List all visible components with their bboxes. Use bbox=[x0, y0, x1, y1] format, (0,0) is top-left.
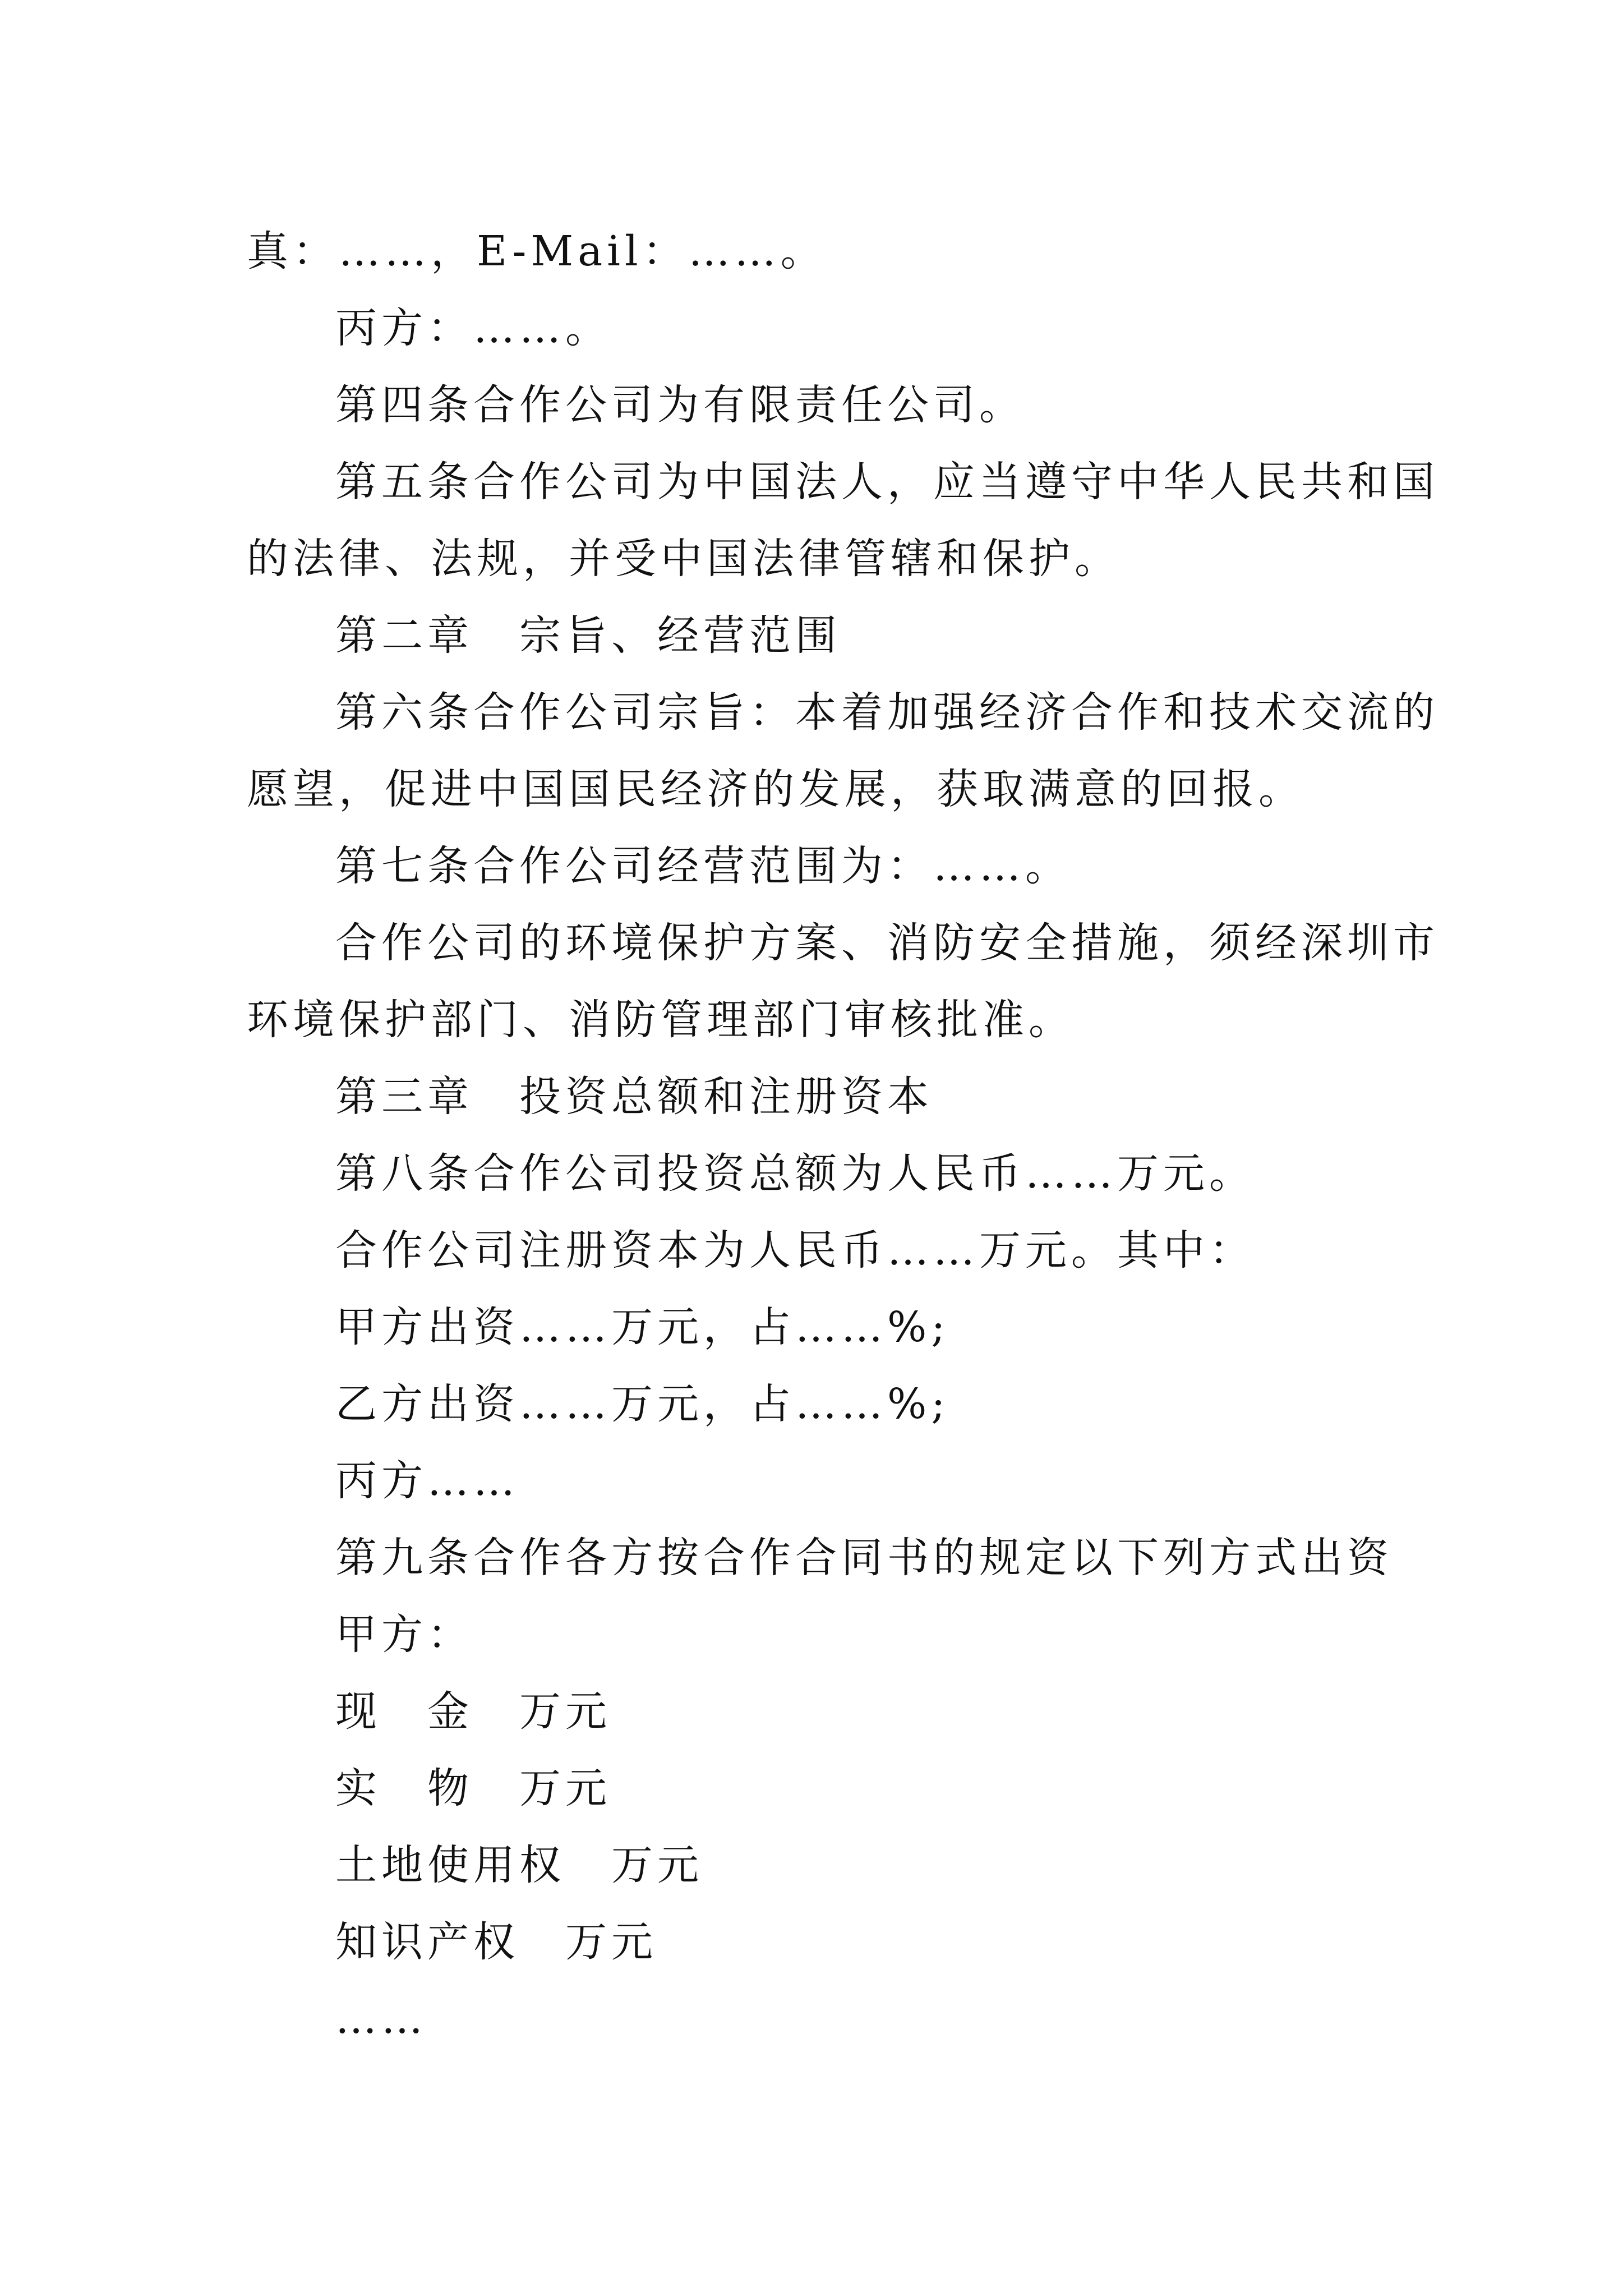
ellipsis-line: …… bbox=[335, 1995, 427, 2043]
article-4: 第四条合作公司为有限责任公司。 bbox=[335, 381, 1025, 429]
article-8: 第八条合作公司投资总额为人民币……万元。 bbox=[335, 1149, 1255, 1198]
intellectual-property-item: 知识产权 万元 bbox=[335, 1918, 657, 1966]
text-line-party-c: 丙方：……。 bbox=[335, 304, 611, 352]
article-9: 第九条合作各方按合作合同书的规定以下列方式出资 bbox=[335, 1534, 1393, 1582]
chapter-3-heading: 第三章 投资总额和注册资本 bbox=[335, 1073, 933, 1121]
party-b-contribution: 乙方出资……万元，占……%; bbox=[335, 1380, 950, 1428]
article-6-line-2: 愿望，促进中国国民经济的发展，获取满意的回报。 bbox=[247, 765, 1304, 813]
document-body bbox=[247, 213, 1439, 2058]
chapter-2-heading: 第二章 宗旨、经营范围 bbox=[335, 611, 841, 660]
physical-assets-item: 实 物 万元 bbox=[335, 1764, 611, 1812]
party-a-contribution: 甲方出资……万元，占……%; bbox=[335, 1303, 950, 1351]
article-6-line-1: 第六条合作公司宗旨：本着加强经济合作和技术交流的 bbox=[335, 688, 1439, 737]
environment-clause-line-2: 环境保护部门、消防管理部门审核批准。 bbox=[247, 996, 1075, 1044]
cash-item: 现 金 万元 bbox=[335, 1687, 611, 1736]
party-a-label: 甲方： bbox=[335, 1611, 473, 1659]
article-5-line-1: 第五条合作公司为中国法人，应当遵守中华人民共和国 bbox=[335, 458, 1439, 506]
article-5-line-2: 的法律、法规，并受中国法律管辖和保护。 bbox=[247, 535, 1121, 583]
environment-clause-line-1: 合作公司的环境保护方案、消防安全措施，须经深圳市 bbox=[335, 919, 1439, 967]
registered-capital: 合作公司注册资本为人民币……万元。其中： bbox=[335, 1226, 1255, 1274]
text-line-fax-email: 真：……，E-Mail：……。 bbox=[247, 227, 827, 275]
article-7: 第七条合作公司经营范围为：……。 bbox=[335, 842, 1071, 890]
land-use-rights-item: 土地使用权 万元 bbox=[335, 1841, 703, 1889]
party-c-contribution: 丙方…… bbox=[335, 1457, 519, 1505]
